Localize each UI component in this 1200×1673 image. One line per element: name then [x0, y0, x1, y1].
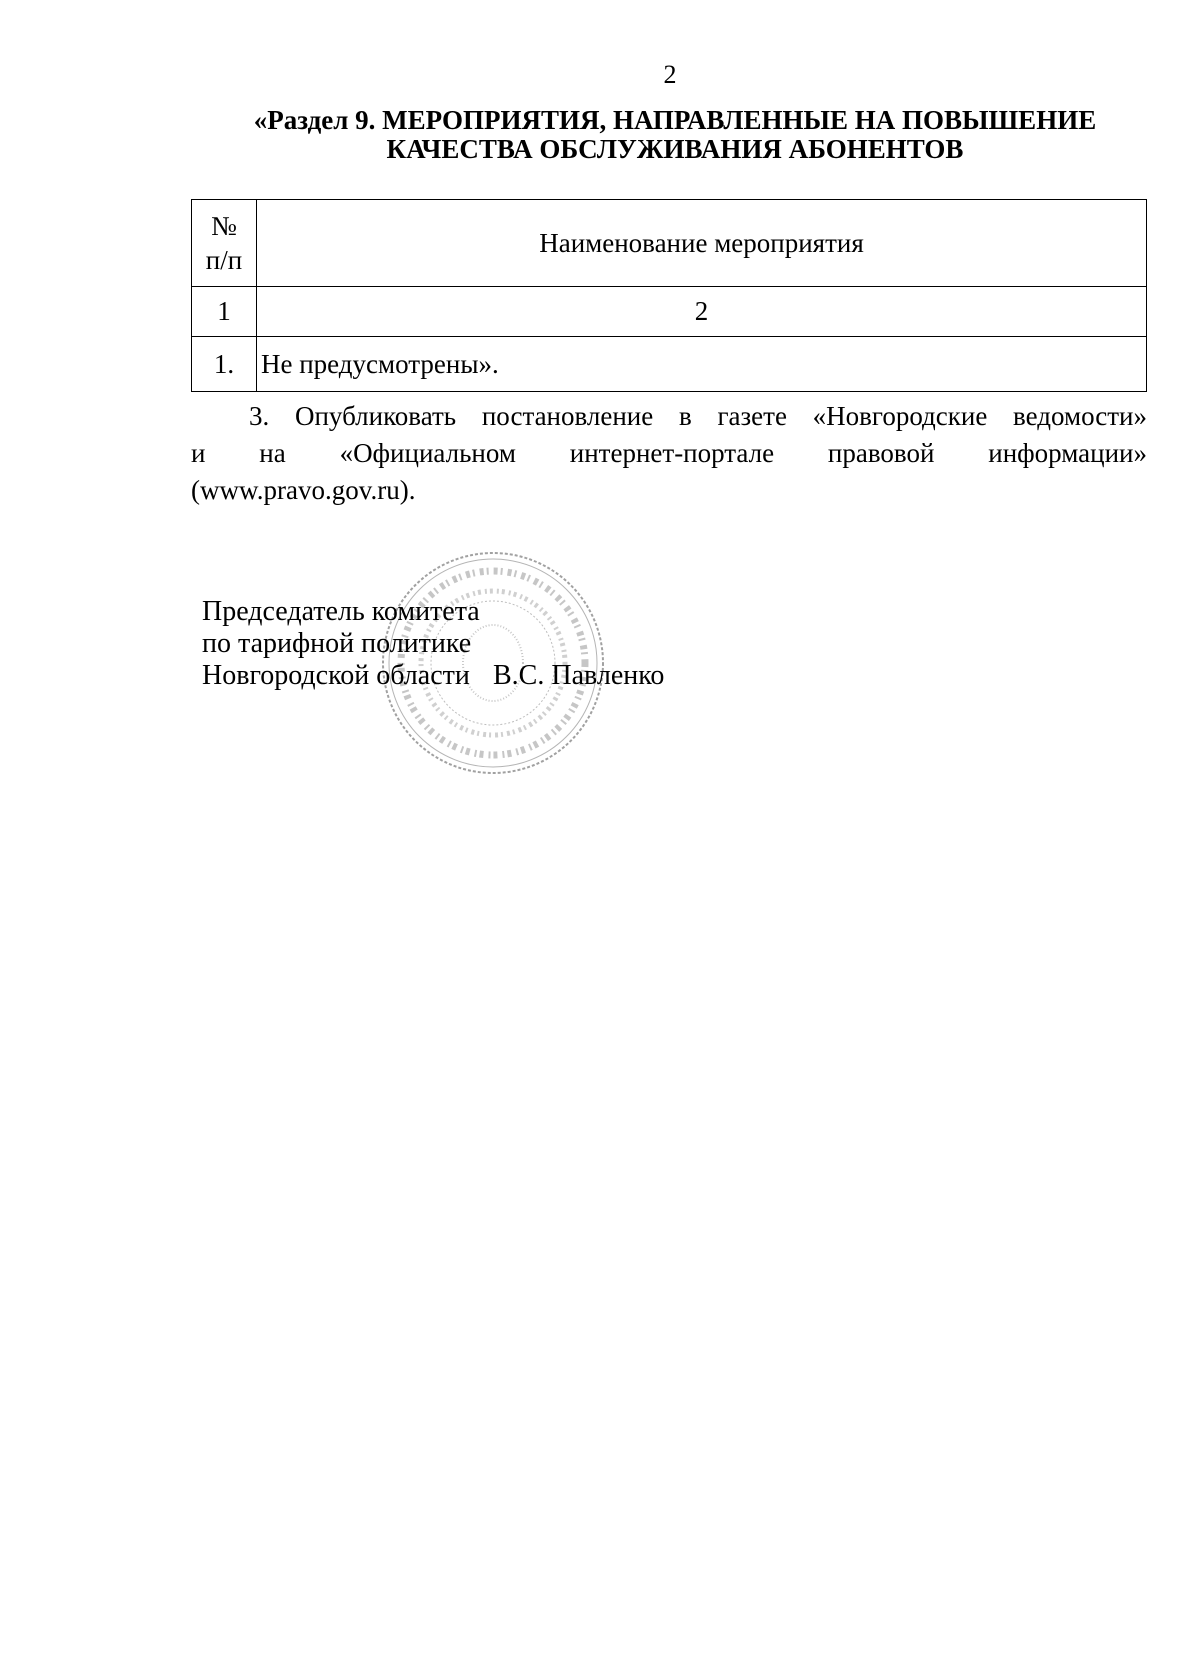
header-number-sign: №	[211, 211, 237, 241]
signatory-name: В.С. Павленко	[493, 660, 665, 691]
row-name: Не предусмотрены».	[257, 337, 1147, 392]
position-line-1: Председатель комитета	[202, 596, 480, 627]
column-number-row	[192, 287, 1147, 337]
position-line-3: Новгородской области	[202, 660, 470, 691]
header-number	[192, 200, 257, 287]
column-number-1: 1	[192, 287, 257, 337]
column-number-2: 2	[257, 287, 1147, 337]
signatory-position	[202, 596, 480, 692]
row-number: 1.	[192, 337, 257, 392]
header-name: Наименование мероприятия	[257, 200, 1147, 287]
paragraph-line-2: и на «Официальном интернет-портале правовой информации»	[191, 438, 1147, 468]
header-number-pp: п/п	[205, 245, 243, 275]
section-title	[180, 106, 1170, 164]
section-title-line-2: КАЧЕСТВА ОБСЛУЖИВАНИЯ АБОНЕНТОВ	[386, 134, 964, 164]
table-row	[192, 337, 1147, 392]
page-number: 2	[663, 60, 677, 89]
paragraph-line-1: 3. Опубликовать постановление в газете «Новгородские ведомости»	[249, 401, 1147, 431]
table-header-row	[192, 200, 1147, 287]
position-line-2: по тарифной политике	[202, 628, 472, 659]
paragraph-line-3: (www.pravo.gov.ru).	[191, 475, 416, 505]
measures-table	[191, 199, 1147, 392]
section-title-line-1: «Раздел 9. МЕРОПРИЯТИЯ, НАПРАВЛЕННЫЕ НА ПОВЫШЕНИЕ	[253, 105, 1097, 135]
publication-paragraph	[191, 398, 1147, 509]
